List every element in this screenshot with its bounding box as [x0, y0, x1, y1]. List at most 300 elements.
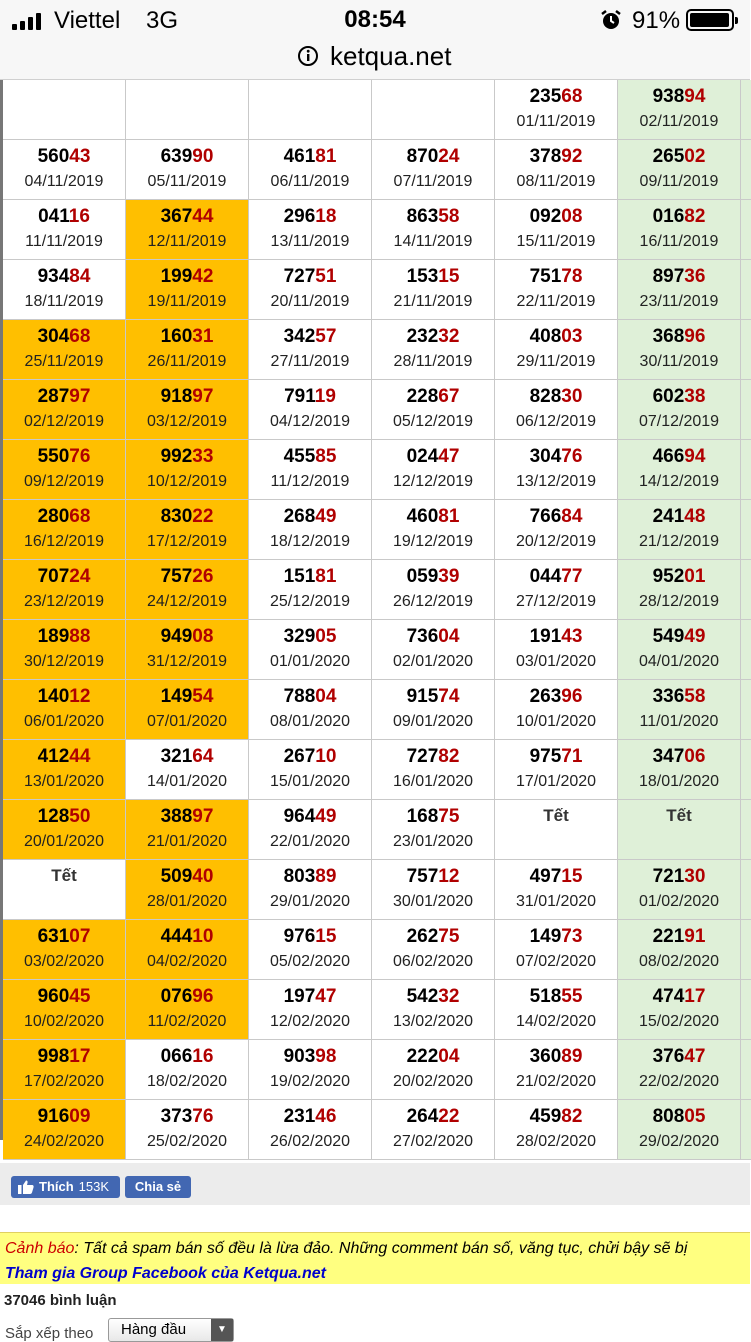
result-number	[3, 746, 125, 768]
result-date: 15/02/2020	[638, 1013, 720, 1030]
result-number	[372, 326, 494, 348]
result-number-tail: 09	[69, 1106, 91, 1127]
sort-select[interactable]	[108, 1318, 234, 1342]
facebook-like-button[interactable]	[11, 1176, 120, 1198]
result-number	[3, 146, 125, 168]
result-number-tail: 76	[192, 1106, 214, 1127]
result-date: 27/11/2019	[270, 353, 350, 370]
result-number-head: 751	[529, 266, 562, 287]
result-date: 19/11/2019	[147, 293, 227, 310]
result-cell	[249, 1100, 371, 1159]
result-number-tail: 43	[69, 146, 91, 167]
result-cell	[618, 200, 740, 259]
result-cell	[126, 860, 248, 919]
result-date: 30/01/2020	[392, 893, 474, 910]
result-cell	[3, 1100, 125, 1159]
result-number	[126, 926, 248, 948]
result-number-tail: 33	[192, 446, 214, 467]
result-date: 10/01/2020	[515, 713, 597, 730]
result-number-tail: 49	[315, 506, 337, 527]
result-number	[372, 1106, 494, 1128]
result-number-head: 321	[160, 746, 193, 767]
result-number	[618, 686, 740, 708]
result-number-head: 016	[652, 206, 685, 227]
result-number-head: 444	[160, 926, 193, 947]
result-number	[126, 986, 248, 1008]
result-cell	[126, 200, 248, 259]
result-date: 16/12/2019	[23, 533, 105, 550]
result-number-head: 992	[160, 446, 193, 467]
result-cell	[618, 140, 740, 199]
result-cell	[249, 680, 371, 739]
results-grid	[3, 80, 751, 1160]
result-cell	[3, 320, 125, 379]
result-cell	[126, 800, 248, 859]
result-cell	[126, 1100, 248, 1159]
result-date: 20/02/2020	[392, 1073, 474, 1090]
result-number-head: 304	[529, 446, 562, 467]
result-number-head: 024	[406, 446, 439, 467]
sort-label: Sắp xếp theo	[5, 1325, 94, 1342]
next-column-edge	[741, 800, 751, 859]
result-cell	[495, 260, 617, 319]
result-number	[372, 626, 494, 648]
result-date: 03/01/2020	[515, 653, 597, 670]
result-number-head: 639	[160, 146, 193, 167]
result-number-tail: 10	[315, 746, 337, 767]
result-cell	[495, 1040, 617, 1099]
result-number	[3, 1046, 125, 1068]
result-date: 29/02/2020	[638, 1133, 720, 1150]
result-number-tail: 31	[192, 326, 214, 347]
result-date: 04/02/2020	[146, 953, 228, 970]
result-number	[495, 1106, 617, 1128]
result-number-tail: 47	[684, 1046, 706, 1067]
result-date: 29/11/2019	[516, 353, 596, 370]
result-cell	[495, 740, 617, 799]
holiday-label: Tết	[51, 866, 77, 885]
result-date: 09/11/2019	[639, 173, 719, 190]
result-cell	[618, 440, 740, 499]
result-number-tail: 82	[561, 1106, 583, 1127]
result-number	[249, 1106, 371, 1128]
result-number	[372, 746, 494, 768]
result-date: 23/11/2019	[639, 293, 719, 310]
result-number	[3, 506, 125, 528]
result-number-tail: 68	[69, 326, 91, 347]
result-number-head: 549	[652, 626, 685, 647]
result-number-tail: 02	[684, 146, 706, 167]
page-url[interactable]: ketqua.net	[330, 41, 452, 71]
result-number-head: 497	[529, 866, 562, 887]
result-date: 05/12/2019	[392, 413, 474, 430]
result-number-tail: 96	[192, 986, 214, 1007]
result-cell	[249, 560, 371, 619]
result-number-tail: 19	[314, 386, 336, 407]
network-type: 3G	[146, 7, 179, 34]
result-number	[3, 626, 125, 648]
result-cell	[495, 980, 617, 1039]
result-number-head: 140	[37, 686, 70, 707]
result-number-head: 542	[406, 986, 439, 1007]
result-number-tail: 55	[561, 986, 583, 1007]
result-number-head: 199	[160, 266, 193, 287]
result-date: 10/12/2019	[146, 473, 228, 490]
result-number-head: 197	[283, 986, 316, 1007]
result-number-tail: 30	[684, 866, 706, 887]
facebook-group-link[interactable]: Tham gia Group Facebook của Ketqua.net	[5, 1265, 326, 1282]
facebook-share-button[interactable]: Chia sẻ	[125, 1176, 191, 1198]
result-number-head: 232	[406, 326, 439, 347]
result-cell	[249, 620, 371, 679]
result-cell	[372, 200, 494, 259]
next-column-edge	[741, 860, 751, 919]
result-cell	[3, 560, 125, 619]
result-number-tail: 39	[438, 566, 460, 587]
result-cell	[372, 860, 494, 919]
next-column-edge	[741, 1040, 751, 1099]
result-number-head: 231	[283, 1106, 316, 1127]
result-number-head: 934	[37, 266, 70, 287]
result-cell	[3, 680, 125, 739]
result-number-head: 287	[37, 386, 70, 407]
result-number-head: 264	[406, 1106, 439, 1127]
result-number-head: 791	[284, 386, 315, 407]
result-cell	[495, 860, 617, 919]
result-date: 08/02/2020	[638, 953, 720, 970]
status-time: 08:54	[344, 6, 406, 33]
result-number-head: 367	[160, 206, 193, 227]
result-date: 09/01/2020	[392, 713, 474, 730]
comment-count: 37046 bình luận	[4, 1292, 117, 1309]
result-date: 22/11/2019	[516, 293, 596, 310]
result-number-head: 347	[652, 746, 685, 767]
result-number-tail: 75	[438, 806, 460, 827]
result-cell	[372, 140, 494, 199]
result-cell	[249, 1040, 371, 1099]
result-number-tail: 24	[438, 146, 460, 167]
result-cell	[372, 680, 494, 739]
result-number-head: 975	[529, 746, 562, 767]
result-number	[3, 1106, 125, 1128]
result-cell	[618, 980, 740, 1039]
result-cell	[618, 560, 740, 619]
result-number	[249, 566, 371, 588]
next-column-edge	[741, 140, 751, 199]
result-number	[3, 266, 125, 288]
result-number	[618, 146, 740, 168]
result-date: 18/11/2019	[24, 293, 104, 310]
result-number	[495, 866, 617, 888]
result-cell	[618, 1040, 740, 1099]
result-cell	[495, 380, 617, 439]
result-date: 14/02/2020	[515, 1013, 597, 1030]
result-number	[372, 146, 494, 168]
result-number	[495, 686, 617, 708]
result-cell	[618, 260, 740, 319]
result-number	[495, 146, 617, 168]
result-number	[3, 686, 125, 708]
result-cell	[249, 440, 371, 499]
result-number	[126, 1106, 248, 1128]
result-number-head: 241	[652, 506, 685, 527]
result-number-head: 736	[406, 626, 439, 647]
result-date: 07/02/2020	[515, 953, 597, 970]
result-cell	[3, 1040, 125, 1099]
info-icon[interactable]	[297, 45, 319, 67]
next-column-edge	[741, 200, 751, 259]
result-number-tail: 76	[69, 446, 91, 467]
result-number	[618, 506, 740, 528]
result-date: 28/01/2020	[146, 893, 228, 910]
result-number-head: 191	[529, 626, 562, 647]
result-number	[249, 446, 371, 468]
result-number-tail: 81	[438, 506, 460, 527]
result-number-head: 466	[652, 446, 685, 467]
result-number-head: 151	[283, 566, 316, 587]
result-cell	[495, 920, 617, 979]
result-cell	[618, 320, 740, 379]
result-date: 23/12/2019	[23, 593, 105, 610]
result-number-head: 808	[652, 1106, 685, 1127]
result-number	[372, 926, 494, 948]
result-number-tail: 12	[438, 866, 460, 887]
result-date: 12/11/2019	[147, 233, 227, 250]
result-cell	[495, 680, 617, 739]
result-cell	[372, 260, 494, 319]
result-number-head: 766	[529, 506, 562, 527]
result-number-head: 602	[652, 386, 685, 407]
result-number-tail: 51	[315, 266, 337, 287]
result-date: 21/01/2020	[146, 833, 228, 850]
result-number	[618, 386, 740, 408]
result-number-tail: 45	[69, 986, 91, 1007]
result-cell	[3, 980, 125, 1039]
next-column-edge	[741, 380, 751, 439]
result-number	[126, 206, 248, 228]
result-date: 27/02/2020	[392, 1133, 474, 1150]
result-number-head: 455	[283, 446, 316, 467]
result-date: 13/01/2020	[23, 773, 105, 790]
result-cell	[249, 320, 371, 379]
result-number	[3, 566, 125, 588]
result-date: 04/11/2019	[24, 173, 104, 190]
result-date: 14/11/2019	[393, 233, 473, 250]
result-number-tail: 30	[561, 386, 583, 407]
result-number-head: 903	[283, 1046, 316, 1067]
result-cell	[249, 260, 371, 319]
result-date: 16/11/2019	[639, 233, 719, 250]
status-bar	[0, 0, 750, 40]
result-number-tail: 16	[68, 206, 90, 227]
result-number-head: 897	[652, 266, 685, 287]
result-number-head: 059	[406, 566, 439, 587]
result-cell	[126, 920, 248, 979]
result-number-tail: 05	[315, 626, 337, 647]
result-number	[372, 386, 494, 408]
result-number	[618, 986, 740, 1008]
result-number	[126, 1046, 248, 1068]
result-date: 17/12/2019	[146, 533, 228, 550]
result-cell	[372, 980, 494, 1039]
result-date: 11/02/2020	[147, 1013, 227, 1030]
result-number-head: 221	[652, 926, 685, 947]
like-label: Thích	[39, 1179, 74, 1194]
result-cell	[249, 980, 371, 1039]
result-number	[495, 746, 617, 768]
result-number-tail: 24	[69, 566, 91, 587]
result-date: 07/11/2019	[393, 173, 473, 190]
result-date: 13/11/2019	[270, 233, 350, 250]
result-number-head: 304	[37, 326, 70, 347]
result-number	[249, 806, 371, 828]
result-number	[3, 206, 125, 228]
result-number	[249, 1046, 371, 1068]
result-cell	[3, 200, 125, 259]
result-number-head: 342	[283, 326, 316, 347]
result-date: 20/01/2020	[23, 833, 105, 850]
result-date: 04/01/2020	[638, 653, 720, 670]
result-date: 24/02/2020	[23, 1133, 105, 1150]
result-number-head: 092	[529, 206, 562, 227]
result-date: 02/12/2019	[23, 413, 105, 430]
result-date: 08/11/2019	[516, 173, 596, 190]
result-number-head: 280	[37, 506, 70, 527]
result-number-head: 757	[160, 566, 193, 587]
result-number-head: 918	[160, 386, 193, 407]
result-cell	[495, 200, 617, 259]
result-number	[249, 146, 371, 168]
result-number-tail: 78	[561, 266, 583, 287]
result-number-head: 412	[37, 746, 70, 767]
result-number-head: 263	[529, 686, 562, 707]
result-date: 28/11/2019	[393, 353, 473, 370]
result-number-head: 960	[37, 986, 70, 1007]
result-number	[372, 206, 494, 228]
result-number-head: 518	[529, 986, 562, 1007]
result-date: 28/02/2020	[515, 1133, 597, 1150]
result-number-tail: 82	[684, 206, 706, 227]
result-number	[126, 686, 248, 708]
result-date: 31/01/2020	[515, 893, 597, 910]
result-number-head: 550	[37, 446, 70, 467]
result-cell	[126, 560, 248, 619]
result-number	[372, 986, 494, 1008]
result-date: 06/11/2019	[270, 173, 350, 190]
result-number-tail: 08	[561, 206, 583, 227]
result-number	[249, 326, 371, 348]
result-number-tail: 32	[438, 326, 460, 347]
result-number	[372, 566, 494, 588]
result-cell	[126, 620, 248, 679]
result-cell	[3, 380, 125, 439]
result-number-tail: 04	[438, 1046, 460, 1067]
result-number-tail: 64	[192, 746, 214, 767]
result-number-head: 160	[160, 326, 193, 347]
result-number-head: 168	[406, 806, 439, 827]
result-number	[618, 326, 740, 348]
next-column-edge	[741, 500, 751, 559]
result-number	[372, 506, 494, 528]
browser-address-bar[interactable]	[0, 40, 750, 80]
result-date: 04/12/2019	[269, 413, 351, 430]
result-number	[495, 86, 617, 108]
result-date: 29/01/2020	[269, 893, 351, 910]
result-number-head: 360	[529, 1046, 562, 1067]
result-cell	[372, 380, 494, 439]
result-number-tail: 08	[192, 626, 214, 647]
result-number-head: 262	[406, 926, 439, 947]
result-number-head: 267	[283, 746, 316, 767]
result-number-tail: 89	[315, 866, 337, 887]
result-number-tail: 75	[438, 926, 460, 947]
result-number-head: 788	[283, 686, 316, 707]
result-cell	[3, 80, 125, 139]
result-cell	[249, 200, 371, 259]
warning-box	[0, 1232, 750, 1284]
result-number-tail: 06	[684, 746, 706, 767]
result-number	[618, 446, 740, 468]
result-cell	[3, 260, 125, 319]
result-cell	[372, 1100, 494, 1159]
result-number-tail: 98	[315, 1046, 337, 1067]
result-cell	[249, 140, 371, 199]
result-number	[618, 86, 740, 108]
result-number	[618, 866, 740, 888]
result-number	[249, 266, 371, 288]
result-date: 26/02/2020	[269, 1133, 351, 1150]
result-number	[126, 266, 248, 288]
result-date: 12/02/2020	[269, 1013, 351, 1030]
result-number	[495, 986, 617, 1008]
result-number	[126, 146, 248, 168]
result-number	[495, 926, 617, 948]
result-number-head: 915	[406, 686, 439, 707]
result-cell	[495, 800, 617, 859]
result-number-head: 128	[37, 806, 70, 827]
result-number	[618, 746, 740, 768]
result-cell	[372, 440, 494, 499]
result-number-tail: 88	[69, 626, 91, 647]
result-number-head: 149	[160, 686, 193, 707]
result-number	[126, 806, 248, 828]
result-cell	[249, 920, 371, 979]
result-date: 21/02/2020	[515, 1073, 597, 1090]
result-number-tail: 05	[684, 1106, 706, 1127]
result-number-head: 828	[529, 386, 562, 407]
result-number-head: 235	[529, 86, 562, 107]
result-number	[495, 446, 617, 468]
result-number-head: 727	[283, 266, 316, 287]
result-date: 06/12/2019	[515, 413, 597, 430]
result-date: 18/02/2020	[146, 1073, 228, 1090]
result-number	[372, 1046, 494, 1068]
result-cell	[372, 920, 494, 979]
next-column-edge	[741, 560, 751, 619]
result-cell	[618, 680, 740, 739]
result-number-head: 459	[529, 1106, 562, 1127]
result-cell	[495, 620, 617, 679]
result-cell	[3, 740, 125, 799]
next-column-edge	[741, 740, 751, 799]
result-cell	[372, 1040, 494, 1099]
result-cell	[3, 440, 125, 499]
result-cell	[618, 860, 740, 919]
result-number-head: 474	[652, 986, 685, 1007]
result-number-head: 228	[406, 386, 439, 407]
result-cell	[495, 560, 617, 619]
result-date: 08/01/2020	[269, 713, 351, 730]
